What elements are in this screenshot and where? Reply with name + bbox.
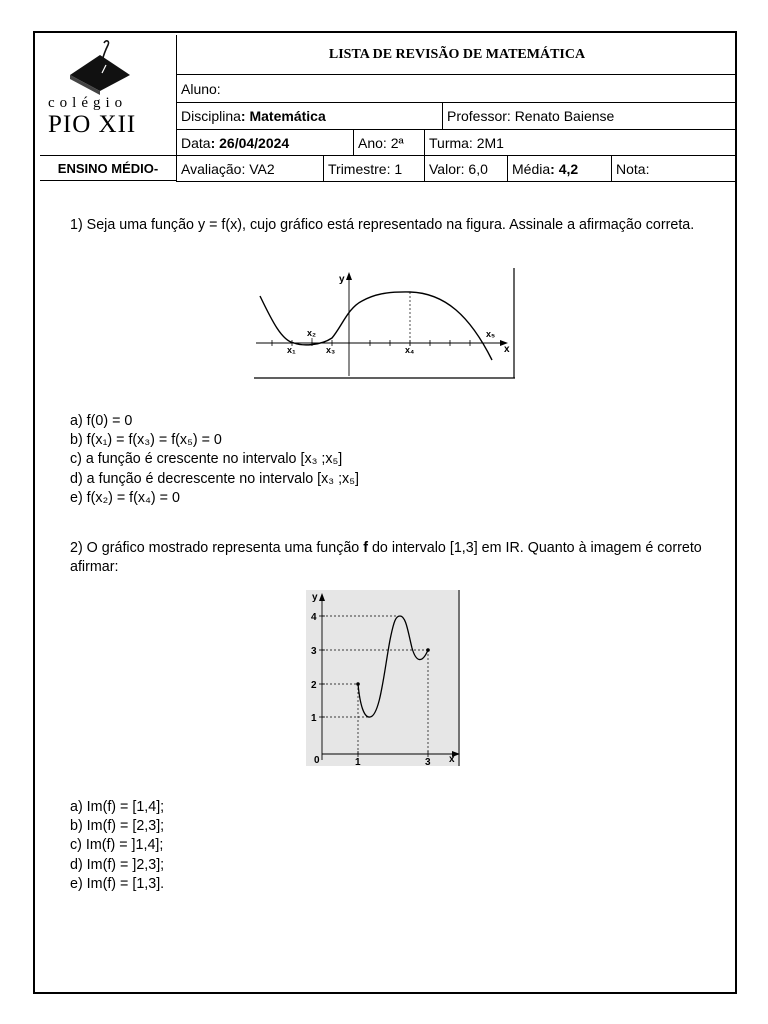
q2-x-tick-1: 1	[355, 757, 361, 768]
q1-y-axis-label: y	[339, 274, 345, 285]
question-2-graph	[306, 590, 466, 768]
q1-x-axis-label: x	[504, 344, 510, 355]
question-1-options	[70, 412, 359, 508]
question-1-graph	[250, 266, 520, 382]
q2-text-before: 2) O gráfico mostrado representa uma função	[70, 540, 364, 556]
q1-option-d: d) a função é decrescente no intervalo [x₃ ;x₅]	[70, 470, 359, 487]
aluno-field: Aluno:	[176, 74, 737, 102]
q2-y-tick-1: 1	[311, 713, 317, 724]
q2-x-tick-3: 3	[425, 757, 431, 768]
q2-y-tick-3: 3	[311, 646, 317, 657]
q2-option-d: d) Im(f) = ]2,3];	[70, 856, 165, 873]
q2-text-after: do intervalo [1,3] em IR. Quanto à imagem é correto afirmar:	[70, 540, 702, 575]
disciplina-label: Disciplina	[181, 108, 241, 124]
q2-x-tick-0: 0	[314, 755, 320, 766]
q1-option-b: b) f(x₁) = f(x₃) = f(x₅) = 0	[70, 432, 222, 449]
q2-option-a: a) Im(f) = [1,4];	[70, 799, 165, 815]
q2-text-bold: f	[363, 540, 368, 556]
data-value: : 26/04/2024	[210, 134, 290, 151]
nota-field: Nota:	[611, 155, 737, 182]
q2-x-axis-label: x	[449, 754, 455, 765]
trimestre-field: Trimestre: 1	[323, 155, 424, 182]
q1-label-x1: x₁	[287, 345, 296, 355]
page-title: LISTA DE REVISÃO DE MATEMÁTICA	[176, 35, 737, 74]
q1-label-x3: x₃	[326, 345, 336, 355]
logo-text-pio-xii: PIO XII	[48, 111, 137, 138]
turma-field: Turma: 2M1	[424, 129, 737, 155]
media-value: : 4,2	[550, 160, 579, 177]
question-2-text	[70, 539, 710, 577]
ensino-medio-label: ENSINO MÉDIO-	[40, 155, 176, 181]
disciplina-value: : Matemática	[240, 108, 326, 124]
logo-text-colegio: colégio	[48, 95, 128, 111]
q2-y-axis-label: y	[312, 592, 318, 603]
q1-option-c: c) a função é crescente no intervalo [x₃ ;x₅]	[70, 451, 343, 468]
avaliacao-field: Avaliação: VA2	[176, 155, 323, 182]
data-field	[176, 129, 353, 155]
question-2-options	[70, 798, 164, 894]
q2-option-e: e) Im(f) = [1,3].	[70, 875, 165, 892]
media-label: Média	[512, 160, 551, 177]
valor-field: Valor: 6,0	[424, 155, 507, 182]
q2-y-tick-4: 4	[311, 612, 317, 623]
question-1-text: 1) Seja uma função y = f(x), cujo gráfico está representado na figura. Assinale a afirmação correta.	[70, 217, 695, 233]
data-label: Data	[181, 134, 211, 151]
ano-field: Ano: 2ª	[353, 129, 424, 155]
q1-option-e: e) f(x₂) = f(x₄) = 0	[70, 489, 180, 506]
q1-label-x5: x₅	[486, 329, 496, 339]
q2-option-c: c) Im(f) = ]1,4];	[70, 837, 164, 854]
q1-option-a: a) f(0) = 0	[70, 413, 133, 429]
q1-label-x2: x₂	[307, 328, 317, 338]
q1-label-x4: x₄	[405, 345, 415, 355]
q2-option-b: b) Im(f) = [2,3];	[70, 818, 165, 835]
media-field	[507, 155, 611, 182]
q2-y-tick-2: 2	[311, 680, 317, 691]
disciplina-field	[176, 102, 442, 129]
quill-inkwell-icon	[40, 35, 176, 97]
professor-field: Professor: Renato Baiense	[442, 102, 737, 129]
